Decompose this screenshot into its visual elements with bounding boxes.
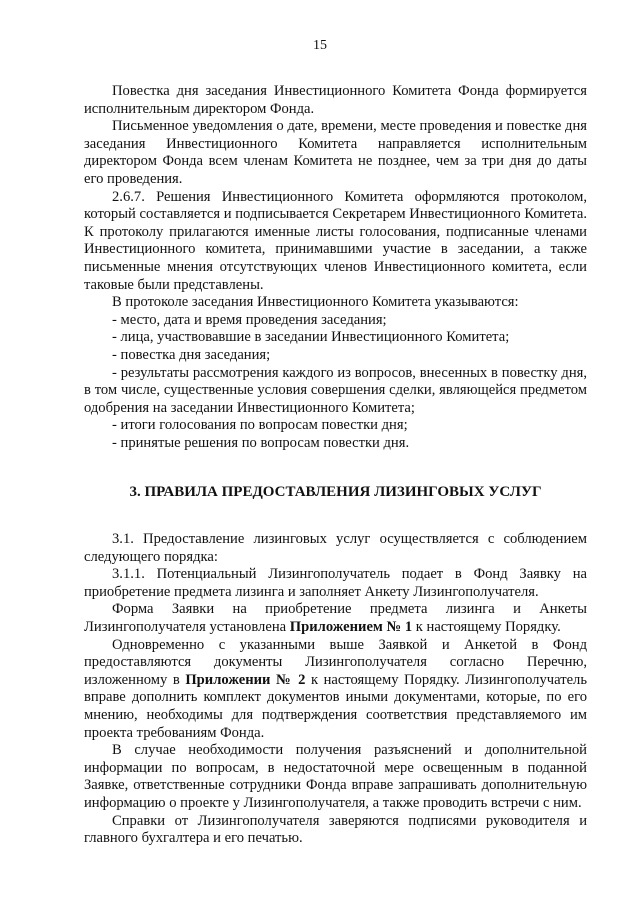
section-heading: 3. ПРАВИЛА ПРЕДОСТАВЛЕНИЯ ЛИЗИНГОВЫХ УСЛУГ [129, 484, 542, 501]
list-item-participants: - лица, участвовавшие в заседании Инвестиционного Комитета; [112, 329, 510, 346]
text-span: Одновременно с указанными выше Заявкой и Анкетой в Фонд предоставляются документы Лизингополучателя согласно Перечню, изложенному в [84, 636, 587, 688]
paragraph-certificates: Справки от Лизингополучателя заверяются подписями руководителя и главного бухгалтера и его печатью. [84, 812, 587, 847]
paragraph-notification: Письменное уведомления о дате, времени, месте проведения и повестке дня заседания Инвестиционного Комитета направляется исполнительным директором Фонда всем членам Комитета не позднее, чем за три дня до даты его проведения. [84, 118, 587, 187]
list-item-results: - результаты рассмотрения каждого из вопросов, внесенных в повестку дня, в том числе, существенные условия совершения сделки, являющейся предметом одобрения на заседании Инвестиционного Комитета; [84, 364, 587, 416]
paragraph-clarifications: В случае необходимости получения разъяснений и дополнительной информации по вопросам, в недостаточной мере освещенным в поданной Заявке, ответственные сотрудники Фонда вправе запрашивать дополнительную информацию о проекте у Лизингополучателя, а также проводить встречи с ним. [84, 742, 587, 811]
appendix-2-ref: Приложении № 2 [185, 671, 306, 688]
paragraph-protocol-intro: В протоколе заседания Инвестиционного Комитета указываются: [112, 294, 519, 311]
page-number: 15 [313, 38, 327, 53]
paragraph-3-1-1: 3.1.1. Потенциальный Лизингополучатель подает в Фонд Заявку на приобретение предмета лизинга и заполняет Анкету Лизингополучателя. [84, 566, 587, 600]
list-item-place-date: - место, дата и время проведения заседания; [112, 311, 387, 328]
paragraph-decisions: 2.6.7. Решения Инвестиционного Комитета оформляются протоколом, который составляется и подписывается Секретарем Инвестиционного Комитета. К протоколу прилагаются именные листы голосования, подписанные членами Инвестиционного комитета, принимавшими участие в заседании, а также письменные мнения отсутствующих членов Инвестиционного комитета, если таковые были представлены. [84, 188, 587, 293]
list-item-voting: - итоги голосования по вопросам повестки дня; [112, 417, 408, 434]
list-item-agenda: - повестка дня заседания; [112, 346, 271, 363]
text-span: к настоящему Порядку. Лизингополучатель вправе дополнить комплект документов иными документами, которые, по его мнению, необходимы для подтверждения соответствия представляемого им проекта требованиям Фонда. [84, 671, 587, 741]
document-body [84, 83, 587, 848]
paragraph-documents-appendix-2 [84, 637, 587, 743]
paragraph-3-1: 3.1. Предоставление лизинговых услуг осуществляется с соблюдением следующего порядка: [84, 531, 587, 565]
text-span: Форма Заявки на приобретение предмета лизинга и Анкеты Лизингополучателя установлена [84, 601, 587, 636]
paragraph-form-appendix-1 [84, 601, 587, 636]
text-span: к настоящему Порядку. [412, 619, 561, 636]
appendix-1-ref: Приложением № 1 [289, 619, 413, 636]
list-item-decisions: - принятые решения по вопросам повестки дня. [112, 434, 410, 451]
paragraph-agenda: Повестка дня заседания Инвестиционного Комитета Фонда формируется исполнительным директором Фонда. [84, 83, 587, 117]
